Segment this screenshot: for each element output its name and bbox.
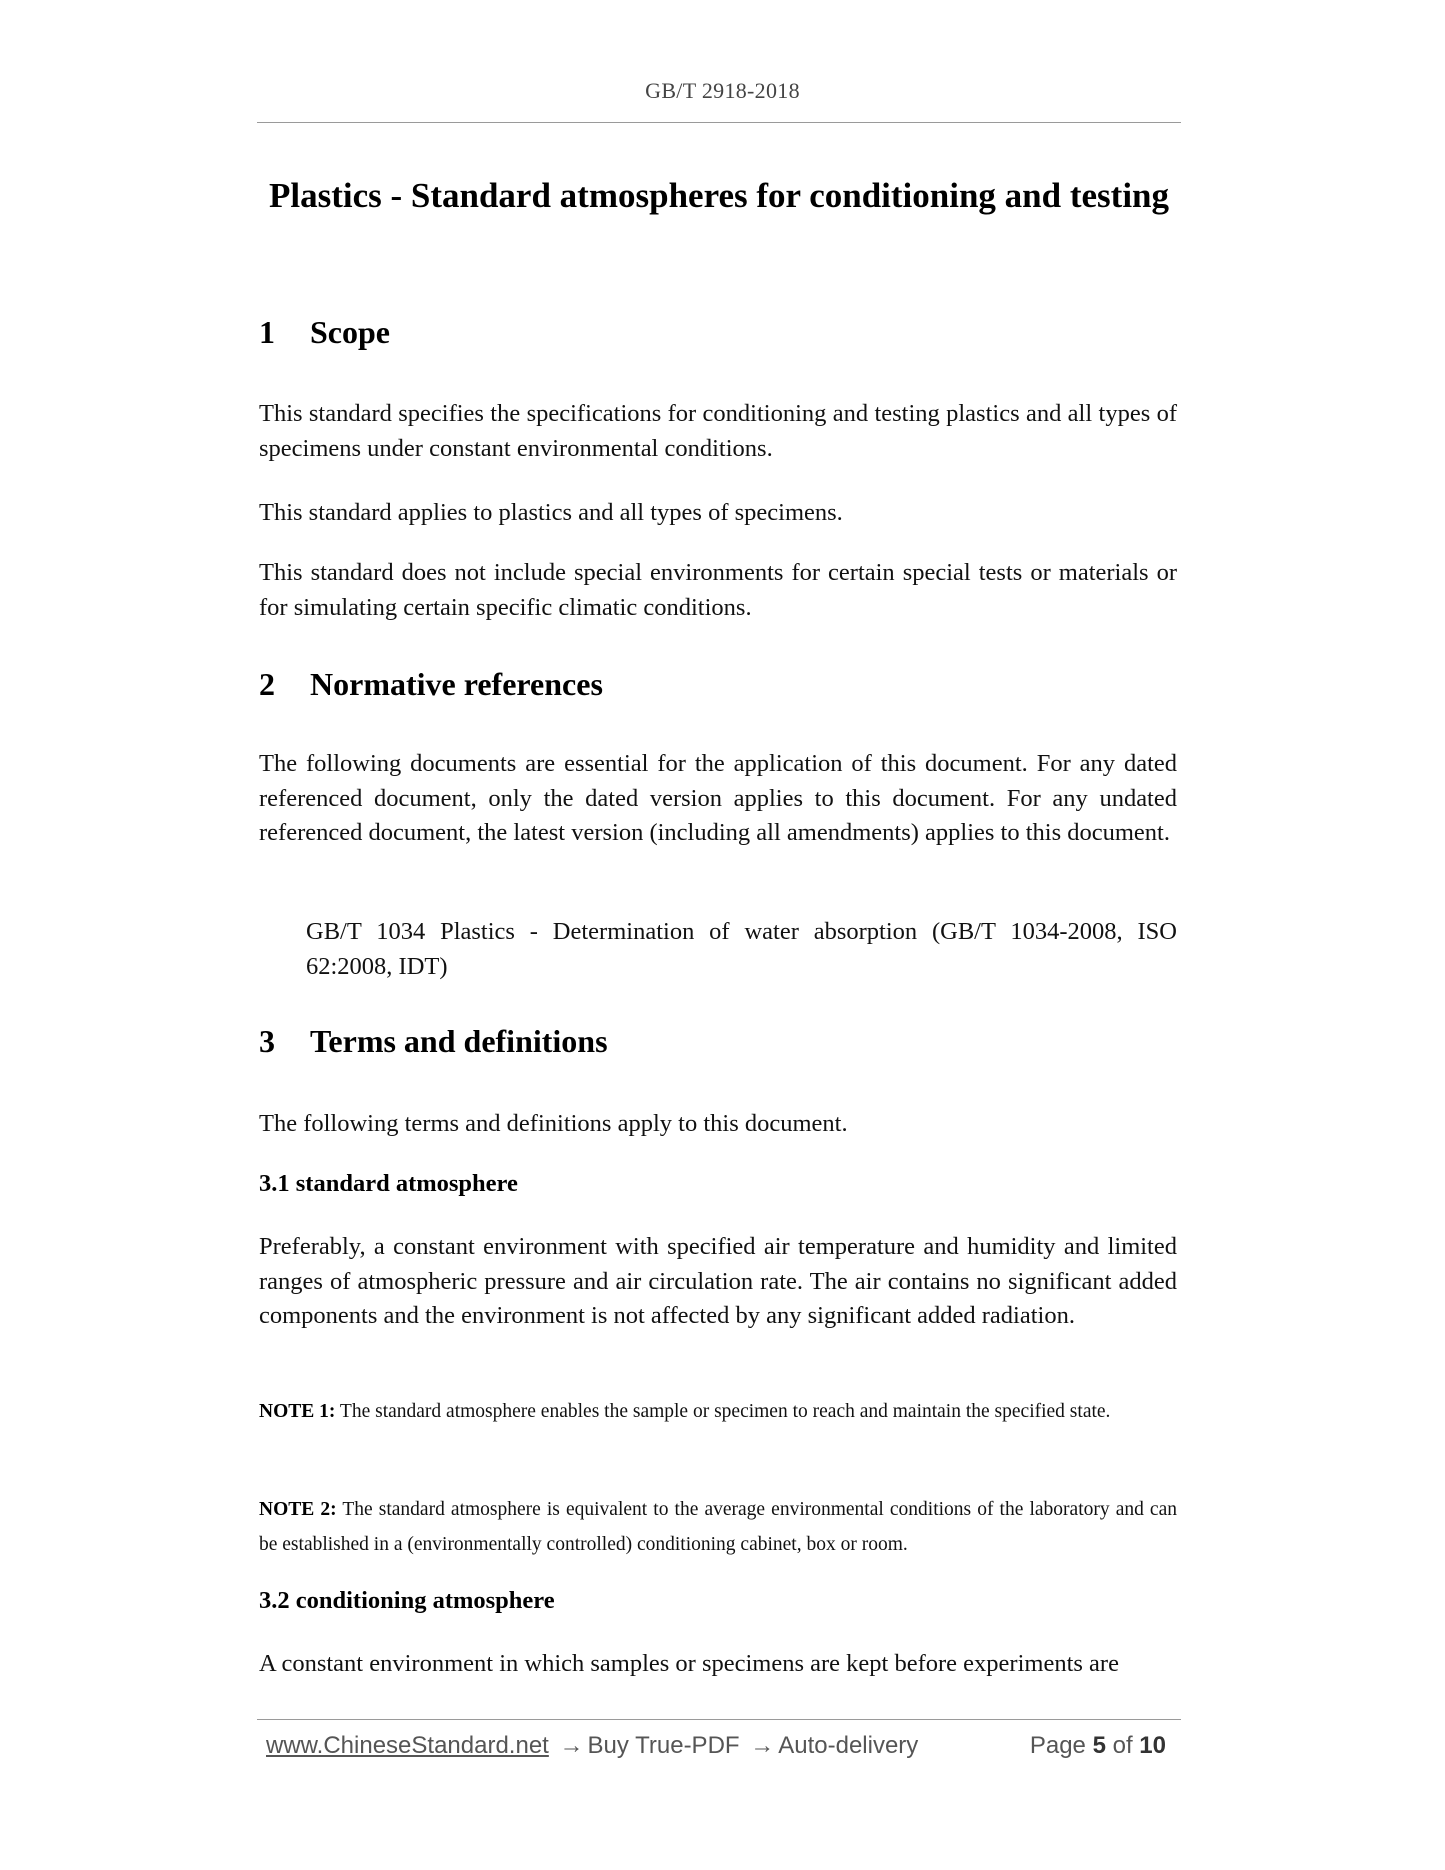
page-indicator <box>1030 1732 1166 1760</box>
section-1-heading <box>259 314 390 351</box>
section-2-heading <box>259 666 603 703</box>
scope-paragraph-1: This standard specifies the specifications for conditioning and testing plastics and all types of specimens under constant environmental conditions. <box>259 400 1177 462</box>
page-footer <box>266 1732 1176 1764</box>
note-1 <box>259 1394 1177 1429</box>
note-2 <box>259 1492 1177 1562</box>
document-title: Plastics - Standard atmospheres for conditioning and testing <box>268 176 1170 215</box>
term-3-2-definition: A constant environment in which samples or specimens are kept before experiments are <box>259 1650 1119 1677</box>
right-arrow-icon: → <box>559 1732 584 1759</box>
standard-code-header: GB/T 2918-2018 <box>645 78 800 103</box>
website-link[interactable]: www.ChineseStandard.net <box>266 1732 549 1759</box>
scope-paragraph-3: This standard does not include special environments for certain special tests or materials or for simulating certain specific climatic conditions. <box>259 559 1177 621</box>
section-number: 3 <box>259 1023 275 1059</box>
term-3-1-heading: 3.1 standard atmosphere <box>259 1170 518 1197</box>
scope-paragraph-2: This standard applies to plastics and all types of specimens. <box>259 499 843 526</box>
page-total: 10 <box>1139 1732 1166 1759</box>
of-label: of <box>1112 1732 1133 1759</box>
page-label: Page <box>1029 1732 1086 1759</box>
terms-intro-paragraph: The following terms and definitions apply to this document. <box>259 1110 848 1137</box>
note-2-text: The standard atmosphere is equivalent to the average environmental conditions of the laboratory and can be established in a (environmentally controlled) conditioning cabinet, box or room. <box>259 1499 1177 1555</box>
section-title: Normative references <box>310 666 603 702</box>
section-3-heading <box>259 1023 608 1060</box>
normative-paragraph: The following documents are essential for the application of this document. For any dated referenced document, only the dated version applies to this document. For any undated referenced document, the latest version (including all amendments) applies to this document. <box>259 750 1177 846</box>
section-title: Scope <box>310 314 390 350</box>
normative-reference-item: GB/T 1034 Plastics - Determination of water absorption (GB/T 1034-2008, ISO 62:2008, IDT) <box>306 918 1177 980</box>
section-title: Terms and definitions <box>310 1023 608 1059</box>
section-number: 1 <box>259 314 275 350</box>
note-1-label: NOTE 1: <box>259 1401 336 1422</box>
term-3-1-definition: Preferably, a constant environment with specified air temperature and humidity and limited ranges of atmospheric pressure and air circulation rate. The air contains no significant added components and the environment is not affected by any significant added radiation. <box>259 1233 1177 1329</box>
right-arrow-icon: → <box>750 1732 775 1759</box>
page-current: 5 <box>1092 1732 1106 1759</box>
section-number: 2 <box>259 666 275 702</box>
note-2-label: NOTE 2: <box>259 1499 337 1520</box>
auto-delivery-text: Auto-delivery <box>778 1732 919 1759</box>
buy-true-pdf-text: Buy True-PDF <box>587 1732 740 1759</box>
term-3-2-heading: 3.2 conditioning atmosphere <box>259 1587 555 1614</box>
header-divider <box>257 122 1181 123</box>
footer-divider <box>257 1719 1181 1720</box>
note-1-text: The standard atmosphere enables the sample or specimen to reach and maintain the specified state. <box>339 1401 1111 1422</box>
